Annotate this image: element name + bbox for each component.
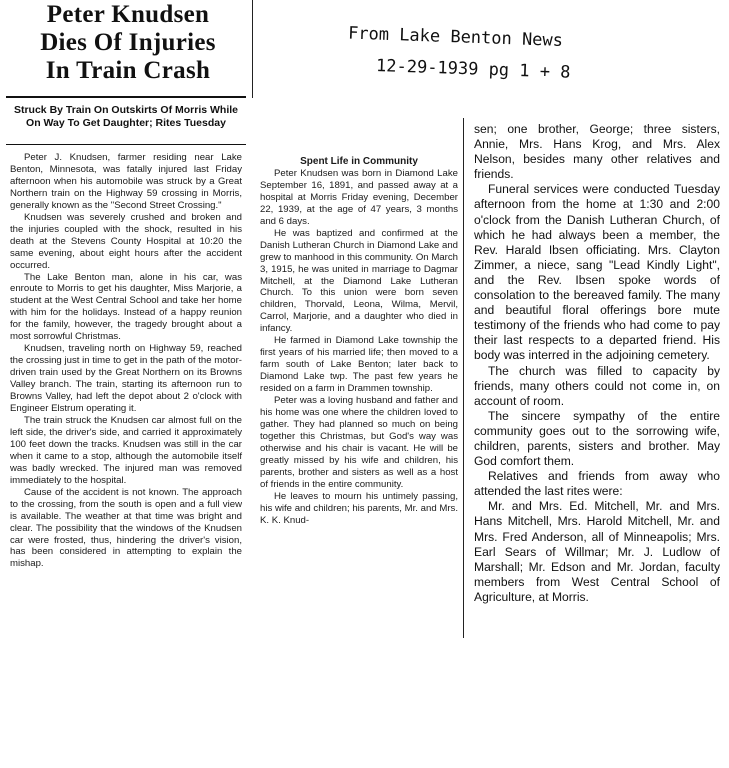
article-column-3 (474, 122, 720, 605)
article-column-1 (10, 152, 242, 570)
handwritten-note (330, 23, 720, 83)
paragraph: He was baptized and confirmed at the Danish Lutheran Church in Diamond Lake and grew to manhood in this community. On March 3, 1915, he was united in marriage to Dagmar Mitchell, at the Diamond Lake Lutheran Church. To this union were born seven children, Thorvald, Leona, Wilma, Mervil, Carrol, Marjorie, and a daughter who died in infancy. (260, 227, 458, 335)
headline-block (4, 0, 253, 98)
article-column-2 (260, 156, 458, 527)
headline-line-1: Peter Knudsen (46, 1, 210, 28)
paragraph: He farmed in Diamond Lake township the first years of his married life; then moved to a farm south of Lake Benton; later back to Diamond Lake twp. The past few years he resided on a farm in Drammen township. (260, 335, 458, 395)
paragraph: Funeral services were conducted Tuesday afternoon from the home at 1:30 and 2:00 o'clock from the Danish Lutheran Church, of which he had always been a member, the Rev. Harald Ibsen officiating. Mrs. Clayton Zimmer, a niece, sang "Lead Kindly Light", and the Rev. Ibsen spoke words of consolation to the bereaved family. The many and beautiful floral offerings bore mute testimony of the friends who had come to pay their last respects to a departed friend. His body was interred in the adjoining cemetery. (474, 182, 720, 363)
section-subhead: Spent Life in Community (300, 156, 418, 167)
paragraph: Peter was a loving husband and father and his home was one where the children loved to gather. They had planned so much on being together this Christmas, but God's way was otherwise and his chair is vacant. He will be greatly missed by his wife and children, his parents, brother and sisters as well as a host of friends in the entire community. (260, 395, 458, 490)
headline-line-2: Dies Of Injuries (40, 29, 216, 56)
paragraph: Relatives and friends from away who attended the last rites were: (474, 469, 720, 499)
handwritten-source: From Lake Benton News (347, 23, 564, 52)
paragraph: Knudsen was severely crushed and broken and the injuries coupled with the shock, resulted in his death at the Stevens County Hospital at 10:20 the same evening, about eight hours after the accident occurred. (10, 211, 242, 271)
paragraph: He leaves to mourn his untimely passing, his wife and children; his parents, Mr. and Mrs. K. K. Knud- (260, 490, 458, 526)
column-divider-right (463, 118, 464, 638)
headline-rule (6, 96, 246, 98)
newspaper-clipping-left (0, 0, 252, 768)
paragraph: Peter Knudsen was born in Diamond Lake September 16, 1891, and passed away at a hospital at Morris Friday evening, December 22, 1939, at the age of 47 years, 3 months and 6 days. (260, 167, 458, 227)
paragraph: sen; one brother, George; three sisters, Annie, Mrs. Hans Krog, and Mrs. Alex Nelson, besides many other relatives and friends. (474, 122, 720, 182)
newspaper-clipping-middle (252, 150, 464, 650)
deck-rule (6, 144, 246, 145)
paragraph: Knudsen, traveling north on Highway 59, reached the crossing just in time to get in the path of the motor-driven train used by the Great Northern on its Browns Valley branch. The train, starting its afternoon run to Browns Valley, had left the depot about 2 o'clock with Engineer Elstrum operating it. (10, 343, 242, 415)
paragraph: Peter J. Knudsen, farmer residing near Lake Benton, Minnesota, was fatally injured last Friday afternoon when his automobile was struck by a Great Northern train on the Highway 59 crossing in Morris, generally known as the "Second Street Crossing." (10, 152, 242, 211)
newspaper-clipping-right (468, 118, 726, 640)
paragraph: Cause of the accident is not known. The approach to the crossing, from the south is open and a full view is available. The weather at that time was bright and clear. The possibility that the windows of the Knudsen car were frosted, thus, hindering the driver's vision, has been considered in attempting to explain the mishap. (10, 486, 242, 570)
paragraph: The sincere sympathy of the entire community goes out to the sorrowing wife, children, parents, sisters and brother. May God comfort them. (474, 408, 720, 469)
deck-subheadline: Struck By Train On Outskirts Of Morris While On Way To Get Daughter; Rites Tuesday (13, 104, 239, 129)
headline-line-3: In Train Crash (45, 57, 211, 84)
paragraph: Mr. and Mrs. Ed. Mitchell, Mr. and Mrs. Hans Mitchell, Mrs. Harold Mitchell, Mr. and Mrs. Fred Anderson, all of Minneapolis; Mrs. Earl Sears of Willmar; Mr. J. Ludlow of Marshall; Mr. Edson and Mr. Jordan, faculty members from West Central School of Agriculture, at Morris. (474, 499, 720, 604)
handwritten-date-page: 12-29-1939 pg 1 + 8 (375, 56, 571, 83)
paragraph: The church was filled to capacity by friends, many others could not come in, on account of room. (474, 363, 720, 408)
paragraph: The train struck the Knudsen car almost full on the left side, the driver's side, and carried it approximately 100 feet down the tracks. Knudsen was still in the car when it came to a stop, although the automobile itself was badly wrecked. The injured man was removed immediately to the hospital. (10, 414, 242, 486)
paragraph: The Lake Benton man, alone in his car, was enroute to Morris to get his daughter, Miss Marjorie, a student at the West Central School and take her home with him for the holidays. Instead of a happy reunion for the family, however, the tragedy brought about a most sorrowful Christmas. (10, 271, 242, 343)
